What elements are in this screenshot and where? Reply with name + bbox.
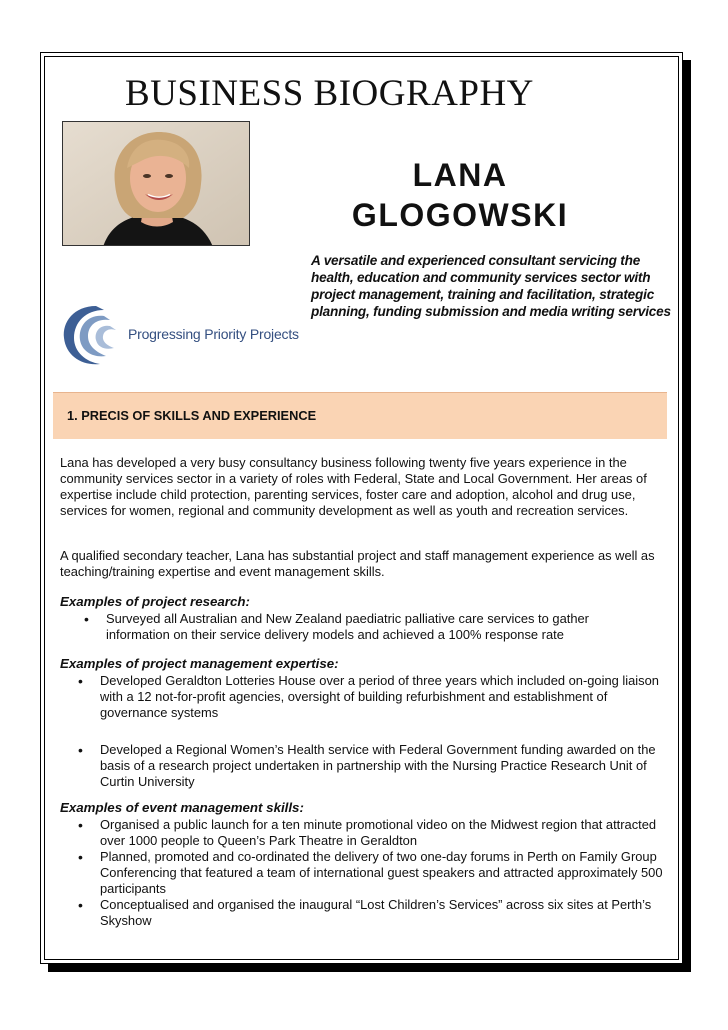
- company-logo-text: Progressing Priority Projects: [128, 326, 299, 342]
- management-heading: Examples of project management expertise:: [60, 656, 339, 671]
- portrait-photo: [62, 121, 250, 246]
- list-item: • Planned, promoted and co-ordinated the delivery of two one-day forums in Perth on Family Group Conferencing that featured a team of international guest speakers and attracted approximately 500 participants: [76, 849, 666, 897]
- person-last-name: GLOGOWSKI: [351, 197, 569, 233]
- qualification-paragraph: A qualified secondary teacher, Lana has substantial project and staff management experience as well as teaching/training expertise and event management skills.: [60, 548, 655, 579]
- portrait-illustration: [63, 122, 250, 246]
- events-list: [76, 817, 666, 929]
- management-list: [76, 673, 666, 790]
- events-heading: Examples of event management skills:: [60, 800, 304, 815]
- intro-paragraph: Lana has developed a very busy consultancy business following twenty five years experience in the community services sector in a variety of roles with Federal, State and Local Government. Her areas of expertise include child protection, parenting services, foster care and adoption, alcohol and drug use, services for women, regional and community development as well as youth and recreation services.: [60, 455, 647, 518]
- section-header-bar: [53, 392, 667, 439]
- list-item: • Surveyed all Australian and New Zealand paediatric palliative care services to gather information on their service delivery models and achieved a 100% response rate: [82, 611, 652, 643]
- list-item: • Developed a Regional Women’s Health service with Federal Government funding awarded on the basis of a research project undertaken in partnership with the Nursing Practice Research Unit of Curtin University: [76, 742, 666, 790]
- research-list: [82, 611, 652, 643]
- section-heading: 1. PRECIS OF SKILLS AND EXPERIENCE: [67, 408, 317, 423]
- tagline: A versatile and experienced consultant servicing the health, education and community services sector with project management, training and facilitation, strategic planning, funding submission and media writing services: [311, 253, 671, 319]
- list-item: • Conceptualised and organised the inaugural “Lost Children’s Services” across six sites at Perth’s Skyshow: [76, 897, 666, 929]
- list-item: • Developed Geraldton Lotteries House over a period of three years which included on-going liaison with a 12 not-for-profit agencies, oversight of building refurbishment and establishment of governance systems: [76, 673, 666, 721]
- person-name: [318, 155, 602, 235]
- research-heading: Examples of project research:: [60, 594, 250, 609]
- company-logo: [60, 298, 299, 370]
- document-title: BUSINESS BIOGRAPHY: [125, 73, 534, 114]
- swirl-logo-icon: [60, 298, 130, 370]
- person-first-name: LANA: [412, 157, 508, 193]
- list-item: • Organised a public launch for a ten minute promotional video on the Midwest region that attracted over 1000 people to Queen’s Park Theatre in Geraldton: [76, 817, 666, 849]
